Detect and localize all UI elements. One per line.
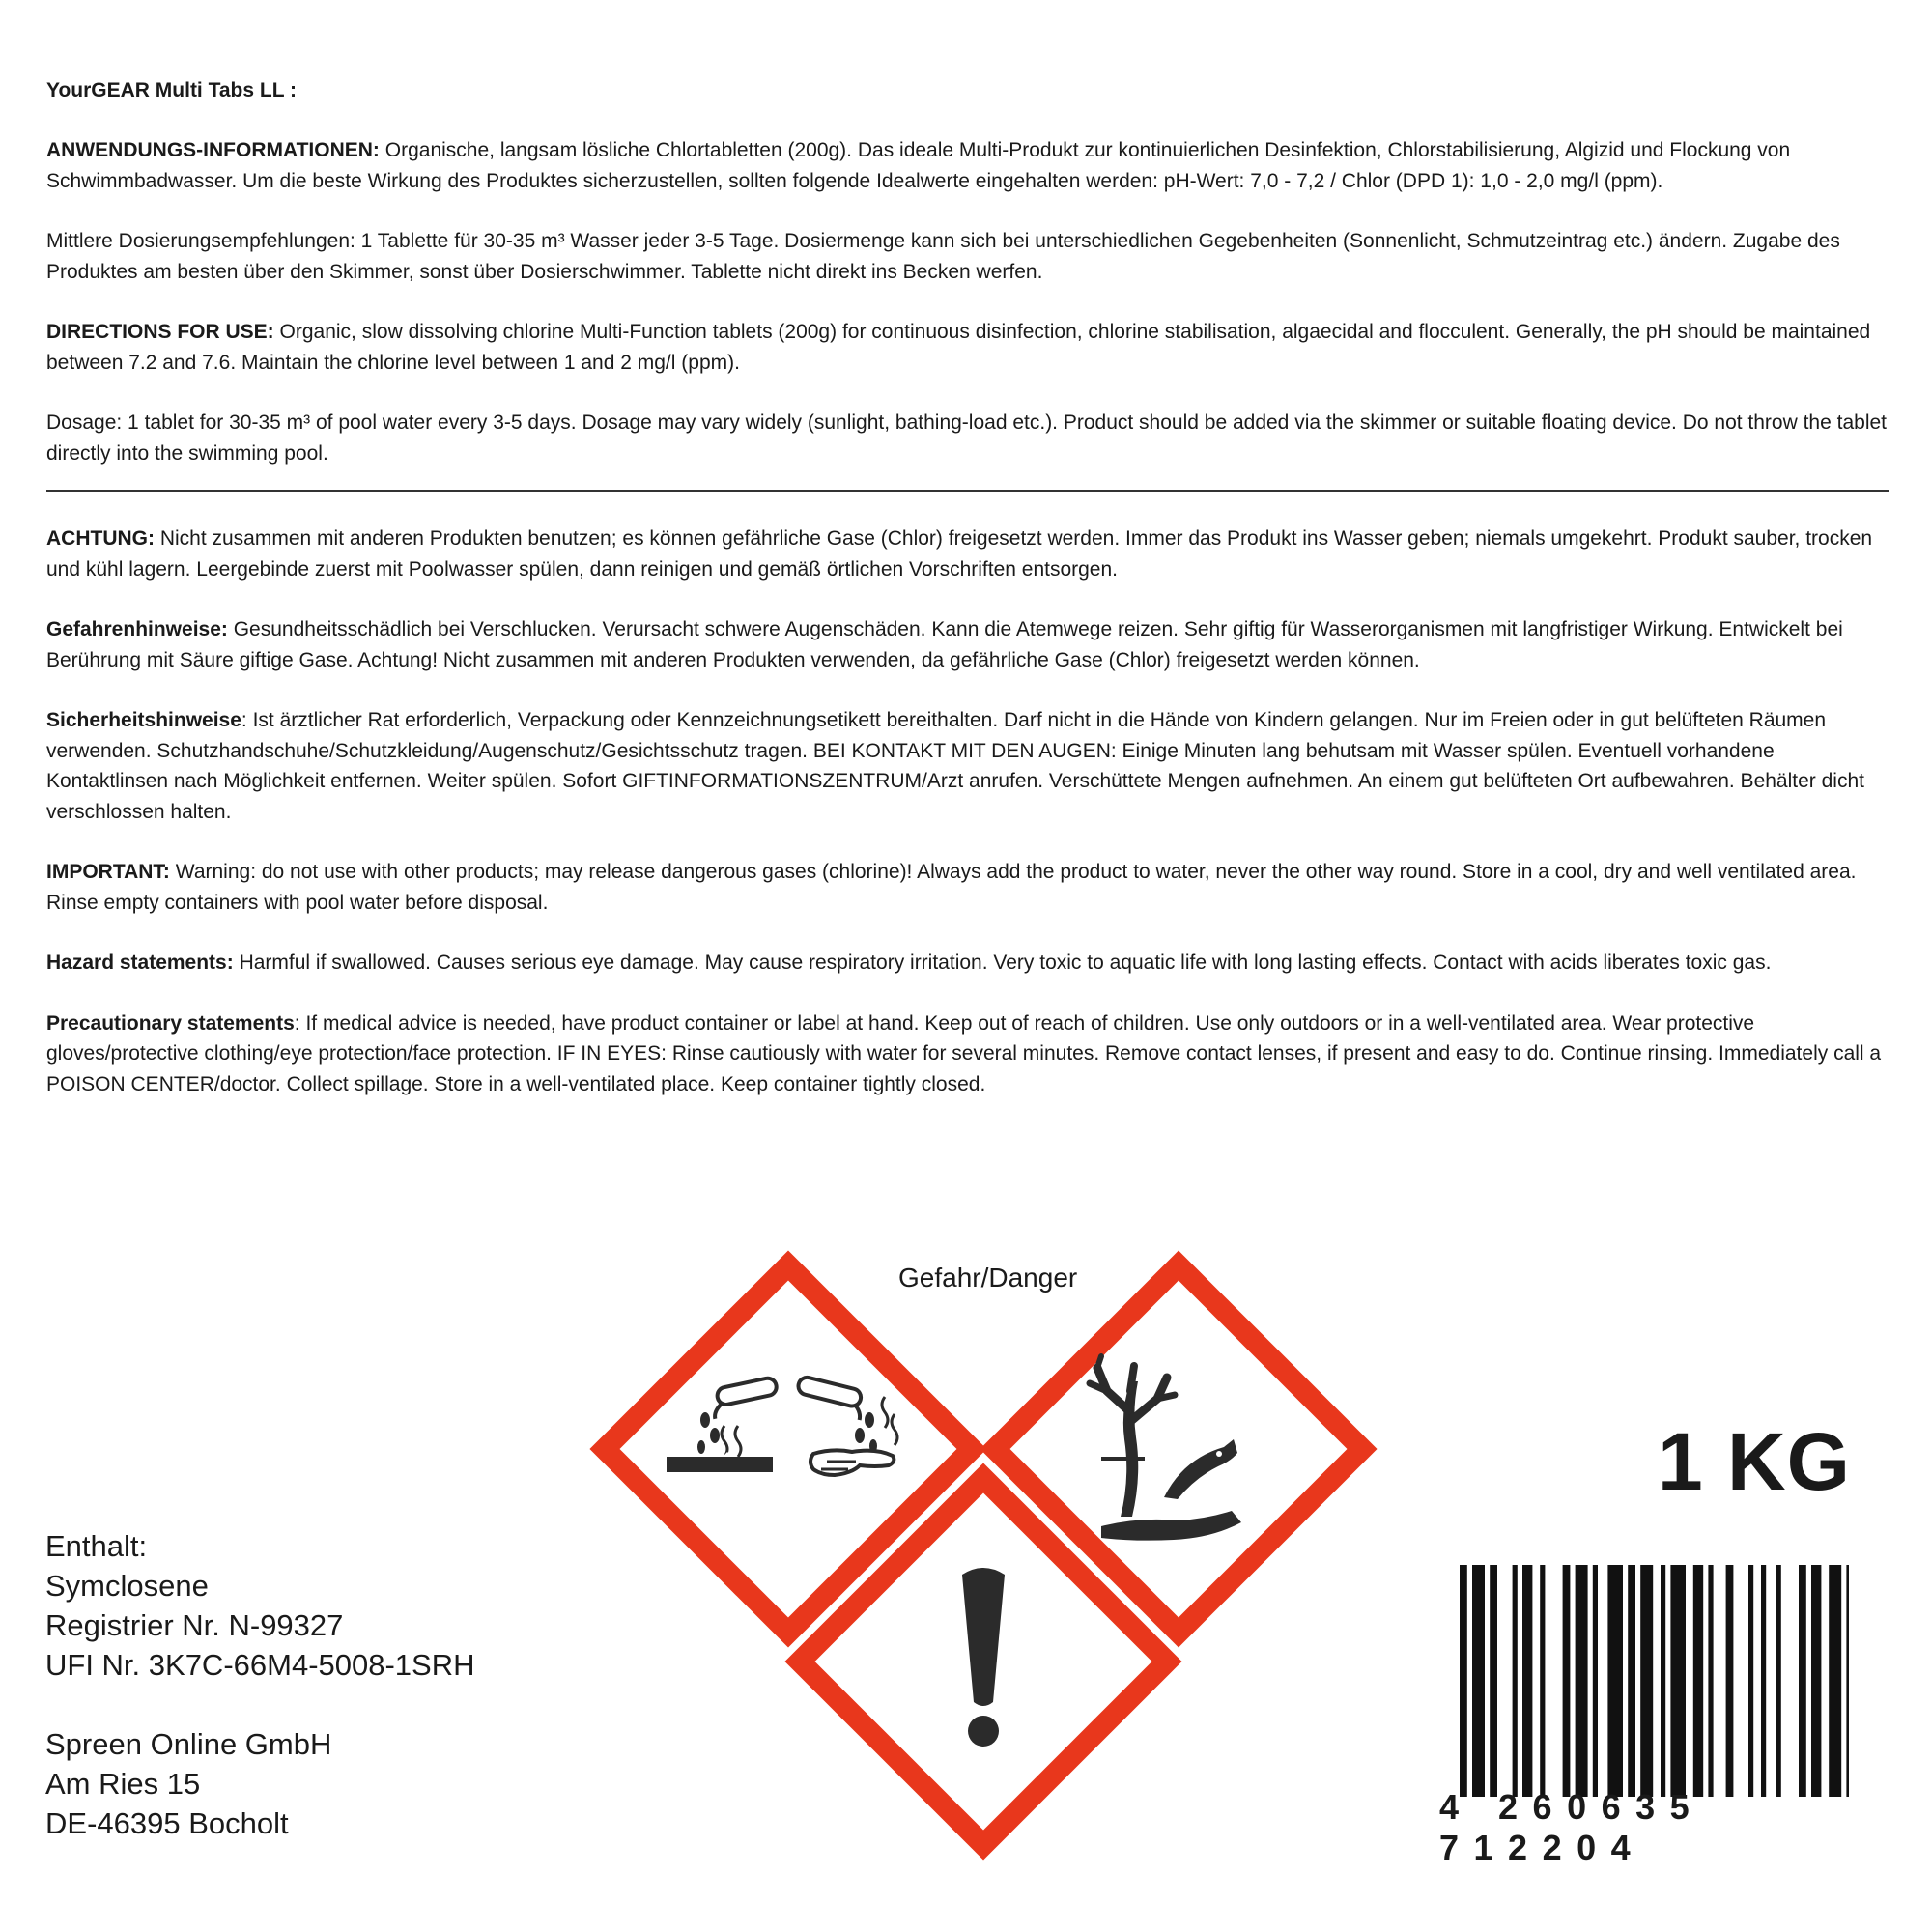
barcode-bar (1811, 1565, 1821, 1797)
precautionary-statements-en-lead: Precautionary statements (46, 1011, 295, 1035)
barcode-bar (1726, 1565, 1734, 1797)
barcode-bar (1761, 1565, 1766, 1797)
contents-substance: Symclosene (45, 1569, 209, 1603)
company-name: Spreen Online GmbH (45, 1727, 332, 1761)
directions-en-text: Organic, slow dissolving chlorine Multi-Function tablets (200g) for continuous disinfection, chlorine stabilisation, algaecidal and flocculent. Generally, the pH should be maintained between 7.2 and 7.6. Maintain the chlorine level between 1 and 2 mg/l (ppm). (46, 321, 1871, 374)
product-title: YourGEAR Multi Tabs LL : (46, 79, 297, 101)
hazard-statements-en-text: Harmful if swallowed. Causes serious eye damage. May cause respiratory irritation. Very toxic to aquatic life with long lasting effects. Contact with acids liberates toxic gas. (233, 952, 1772, 974)
signal-word: Gefahr/Danger (898, 1263, 1078, 1293)
caution-de-text: Nicht zusammen mit anderen Produkten benutzen; es können gefährliche Gase (Chlor) freigesetzt werden. Immer das Produkt ins Wasser geben; niemals umgekehrt. Produkt sauber, trocken und kühl lagern. Leergebinde zuerst mit Poolwasser spülen, dann reinigen und gemäß örtlichen Vorschriften entsorgen. (46, 527, 1873, 581)
barcode-bar (1708, 1565, 1713, 1797)
barcode-bar (1776, 1565, 1781, 1797)
precautionary-statements-en-text: : If medical advice is needed, have product container or label at hand. Keep out of reach of children. Use only outdoors or in a well-ventilated area. Wear protective gloves/protective clothing/eye protection/face protection. IF IN EYES: Rinse cautiously with water for several minutes. Remove contact lenses, if present and easy to do. Continue rinsing. Immediately call a POISON CENTER/doctor. Collect spillage. Store in a well-ventilated place. Keep container tightly closed. (46, 1011, 1882, 1095)
barcode-bar (1661, 1565, 1665, 1797)
company-city: DE-46395 Bocholt (45, 1806, 289, 1840)
barcode-bar (1593, 1565, 1598, 1797)
barcode-bar (1670, 1565, 1686, 1797)
caution-de-lead: ACHTUNG: (46, 527, 155, 550)
safety-statements-de-text: : Ist ärztlicher Rat erforderlich, Verpackung oder Kennzeichnungsetikett bereithalten. Darf nicht in die Hände von Kindern gelangen. Nur im Freien oder in gut belüfteten Räumen verwenden. Schutzhandschuhe/Schutzkleidung/Augenschutz/Gesichtsschutz tragen. BEI KONTAKT MIT DEN AUGEN: Einige Minuten lang behutsam mit Wasser spülen. Eventuell vorhandene Kontaktlinsen nach Möglichkeit entfernen. Weiter spülen. Sofort GIFTINFORMATIONSZENTRUM/Arzt anrufen. Verschüttete Mengen aufnehmen. An einem gut belüfteten Ort aufbewahren. Behälter dicht verschlossen halten. (46, 709, 1864, 823)
barcode-bar (1576, 1565, 1588, 1797)
barcode-bar (1846, 1565, 1849, 1797)
important-en-lead: IMPORTANT: (46, 861, 170, 883)
barcode-bar (1829, 1565, 1841, 1797)
net-weight: 1 KG (1657, 1416, 1851, 1507)
barcode-bar (1513, 1565, 1518, 1797)
barcode-bar (1522, 1565, 1532, 1797)
barcode-bar (1748, 1565, 1753, 1797)
barcode-bar (1628, 1565, 1635, 1797)
barcode-bar (1460, 1565, 1467, 1797)
dosage-info-de-text: Mittlere Dosierungsempfehlungen: 1 Tablette für 30-35 m³ Wasser jeder 3-5 Tage. Dosiermenge kann sich bei unterschiedlichen Gegebenheiten (Sonnenlicht, Schmutzeintrag etc.) ändern. Zugabe des Produktes am besten über den Skimmer, sonst über Dosierschwimmer. Tablette nicht direkt ins Becken werfen. (46, 230, 1840, 283)
safety-statements-de-lead: Sicherheitshinweise (46, 709, 242, 731)
barcode-number: 4 260635 712204 (1439, 1787, 1705, 1867)
important-en-text: Warning: do not use with other products; may release dangerous gases (chlorine)! Always add the product to water, never the other way round. Store in a cool, dry and well ventilated area. Rinse empty containers with pool water before disposal. (46, 861, 1857, 914)
barcode-bar (1490, 1565, 1497, 1797)
barcode-bar (1563, 1565, 1571, 1797)
barcode-bar (1640, 1565, 1653, 1797)
hazard-statements-de-lead: Gefahrenhinweise: (46, 618, 228, 640)
registration-number: Registrier Nr. N-99327 (45, 1608, 344, 1642)
barcode-bar (1799, 1565, 1806, 1797)
barcode-bar (1540, 1565, 1545, 1797)
directions-en-lead: DIRECTIONS FOR USE: (46, 321, 274, 343)
ufi-number: UFI Nr. 3K7C-66M4-5008-1SRH (45, 1648, 475, 1682)
barcode-bar (1607, 1565, 1623, 1797)
barcode-bar (1693, 1565, 1703, 1797)
usage-info-de-lead: ANWENDUNGS-INFORMATIONEN: (46, 139, 380, 161)
company-street: Am Ries 15 (45, 1767, 201, 1801)
hazard-statements-de-text: Gesundheitsschädlich bei Verschlucken. Verursacht schwere Augenschäden. Kann die Atemwege reizen. Sehr giftig für Wasserorganismen mit langfristiger Wirkung. Entwickelt bei Berührung mit Säure giftige Gase. Achtung! Nicht zusammen mit anderen Produkten verwenden, da gefährliche Gase (Chlor) freigesetzt werden können. (46, 618, 1843, 671)
contents-heading: Enthalt: (45, 1529, 148, 1563)
usage-info-de-text: Organische, langsam lösliche Chlortabletten (200g). Das ideale Multi-Produkt zur kontinuierlichen Desinfektion, Chlorstabilisierung, Algizid und Flockung von Schwimmbadwasser. Um die beste Wirkung des Produktes sicherzustellen, sollten folgende Idealwerte eingehalten werden: pH-Wert: 7,0 - 7,2 / Chlor (DPD 1): 1,0 - 2,0 mg/l (ppm). (46, 139, 1791, 192)
barcode (1460, 1565, 1849, 1797)
hazard-statements-en-lead: Hazard statements: (46, 952, 234, 974)
barcode-bar (1472, 1565, 1485, 1797)
dosage-en-text: Dosage: 1 tablet for 30-35 m³ of pool water every 3-5 days. Dosage may vary widely (sunlight, bathing-load etc.). Product should be added via the skimmer or suitable floating device. Do not throw the tablet directly into the swimming pool. (46, 412, 1888, 465)
